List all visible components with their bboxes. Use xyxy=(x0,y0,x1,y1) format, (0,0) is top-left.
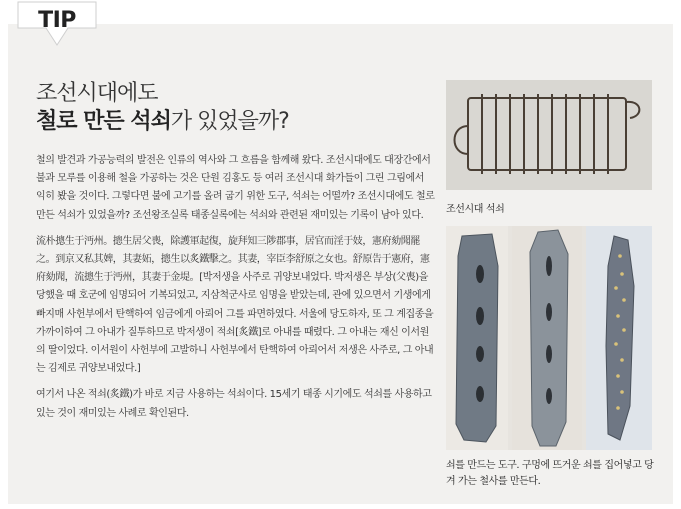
title-line2-bold: 철로 만든 석쇠 xyxy=(36,109,171,134)
title-line2 xyxy=(36,104,289,135)
paragraph-1: 철의 발견과 가공능력의 발전은 인류의 역사와 그 흐름을 함께해 왔다. 조선시대에도 대장간에서 불과 모루를 이용해 철을 가공하는 것은 단원 김홍도 등 여러 조선시대 화가들이 그린 그림에서 익히 봤을 것이다. 그렇다면 불에 고기를 올려 굽기 위한 도구, 석쇠는 어떨까? 조선시대에도 철로 만든 석쇠가 있었을까? 조선왕조실록 태종실록에는 석쇠와 관련된 재미있는 기록이 남아 있다. xyxy=(36,155,435,221)
drawplate-illustration xyxy=(446,226,652,450)
paragraph-3: 여기서 나온 적쇠(炙鐵)가 바로 지금 사용하는 석쇠이다. 15세기 태종 시기에도 석쇠를 사용하고 있는 것이 재미있는 사례로 확인된다. xyxy=(36,389,432,419)
title-line2-rest: 가 있었을까? xyxy=(170,109,289,134)
drawplate-caption: 쇠를 만드는 도구. 구멍에 뜨거운 쇠를 집어넣고 당겨 가는 철사를 만든다. xyxy=(446,460,654,487)
drawplate-photos xyxy=(446,226,652,450)
grill-caption: 조선시대 석쇠 xyxy=(446,204,505,215)
grill-photo xyxy=(446,80,652,190)
paragraph-2: 流朴摠生于沔州。摠生居父喪，除護軍起復，旋拜知三陟郡事，居官而淫于妓，憲府劾聞罷之。到京又私其婢，其妻妬，摠生以炙鐵擊之。其妻，宰臣李舒原之女也。舒原告于憲府，憲府劾聞，流摠生于沔州，其妻于金堤。[박저생을 사주로 귀양보내었다. 박저생은 부상(父喪)을 당했을 때 호군에 임명되어 기복되었고, 지삼척군사로 임명을 받았는데, 관에 있으면서 기생에게 빠지매 사헌부에서 탄핵하여 임금에게 아뢰어 그를 파면하였다. 서울에 당도하자, 또 그 계집종을 가까이하여 그 아내가 질투하므로 박저생이 적쇠[炙鐵]로 아내를 때렸다. 그 아내는 재신 이서원의 딸이었다. 이서원이 사헌부에 고발하니 사헌부에서 탄핵하여 아뢰어서 저생은 사주로, 그 아내는 김제로 귀양보내었다.] xyxy=(36,235,434,375)
article-body xyxy=(36,152,436,431)
grill-illustration xyxy=(446,80,652,190)
title-line1: 조선시대에도 xyxy=(36,81,158,106)
tip-label: TIP xyxy=(38,8,76,33)
tip-badge xyxy=(16,0,98,48)
